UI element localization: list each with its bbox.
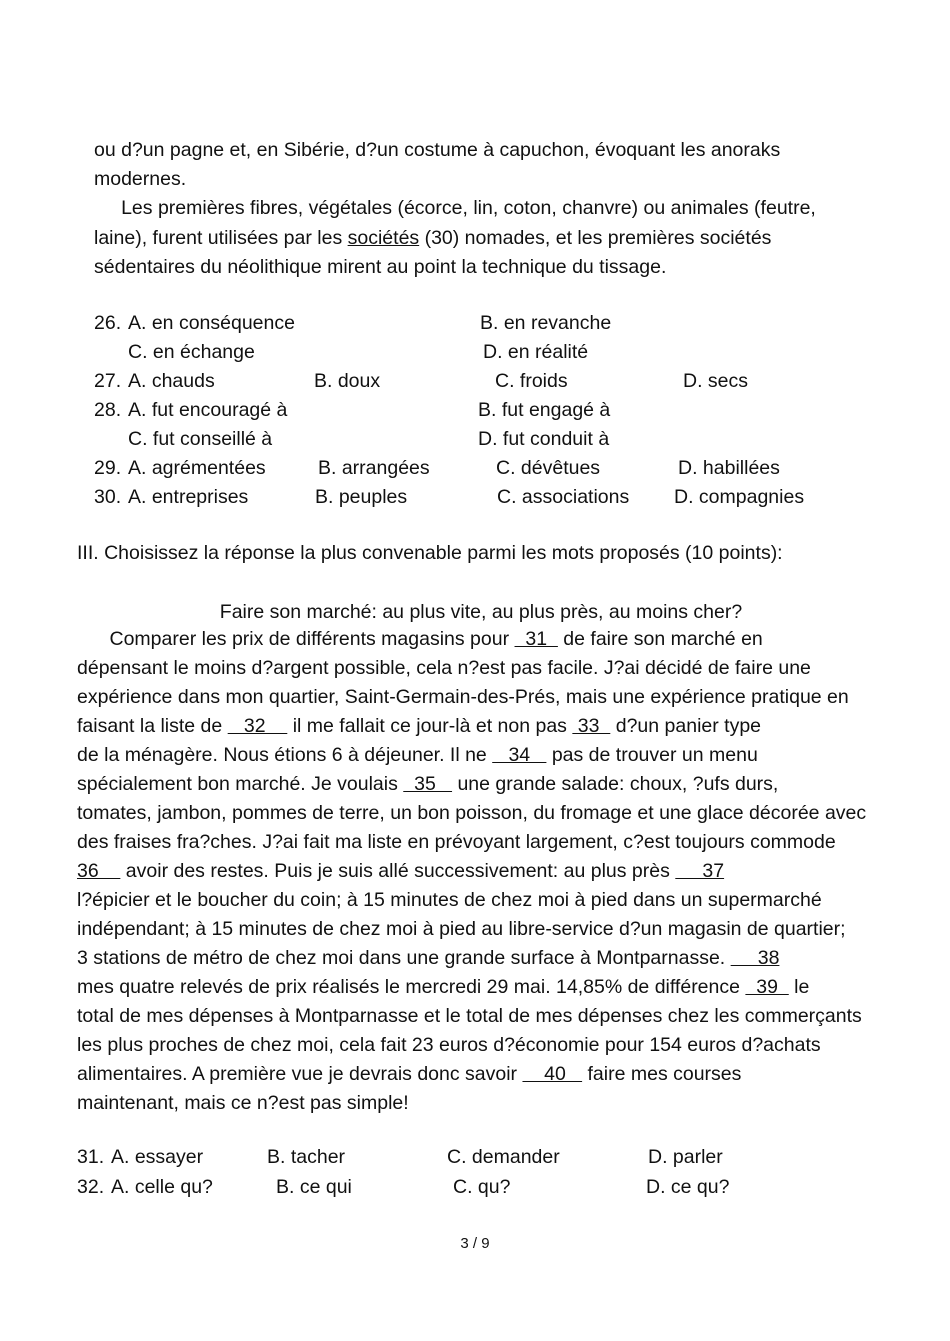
- blank-number: 33: [572, 715, 611, 737]
- blank-number: 31: [514, 628, 558, 650]
- blank-number: 34: [492, 744, 547, 766]
- option-a: A. essayer: [111, 1146, 204, 1168]
- option-d: D. secs: [683, 370, 749, 392]
- passage-line: [77, 772, 778, 796]
- text-segment: spécialement bon marché. Je voulais: [77, 773, 404, 795]
- option-d: D. fut conduit à: [478, 428, 610, 450]
- passage-line: [77, 888, 822, 912]
- passage-line: [77, 917, 846, 941]
- underlined-word: sociétés: [347, 227, 420, 249]
- passage-title: Faire son marché: au plus vite, au plus près, au moins cher?: [219, 601, 743, 623]
- text-segment: faisant la liste de: [77, 715, 228, 737]
- passage-line: [77, 743, 758, 767]
- text-segment: les plus proches de chez moi, cela fait 23 euros d?économie pour 154 euros d?achats: [77, 1034, 821, 1056]
- passage-line: laine), furent utilisées par les sociétés (30) nomades, et les premières sociétés: [94, 227, 772, 249]
- text-segment: le: [788, 976, 810, 998]
- blank-number: 36: [77, 860, 121, 882]
- text-segment: tomates, jambon, pommes de terre, un bon poisson, du fromage et une glace décorée avec: [77, 802, 867, 824]
- question-number: 30.: [94, 486, 122, 508]
- passage-line: [77, 1004, 862, 1028]
- text-segment: d?un panier type: [610, 715, 762, 737]
- text-segment: il me fallait ce jour-là et non pas: [287, 715, 573, 737]
- text-segment: avoir des restes. Puis je suis allé successivement: au plus près: [120, 860, 676, 882]
- passage-line: [77, 627, 763, 651]
- option-d: D. ce qu?: [646, 1176, 730, 1198]
- passage-line: [77, 1062, 741, 1086]
- option-c: C. fut conseillé à: [128, 428, 273, 450]
- text-segment: indépendant; à 15 minutes de chez moi à pied au libre-service d?un magasin de quartier;: [77, 918, 846, 940]
- text-segment: de la ménagère. Nous étions 6 à déjeuner. Il ne: [77, 744, 493, 766]
- page-number: 3 / 9: [460, 1235, 490, 1252]
- option-c: C. qu?: [453, 1176, 511, 1198]
- blank-number: 39: [745, 976, 789, 998]
- text-segment: des fraises fra?ches. J?ai fait ma liste en prévoyant largement, c?est toujours commode: [77, 831, 836, 853]
- passage-line: [77, 830, 836, 854]
- text-segment: mes quatre relevés de prix réalisés le mercredi 29 mai. 14,85% de différence: [77, 976, 746, 998]
- option-b: B. arrangées: [318, 457, 430, 479]
- option-b: B. peuples: [315, 486, 408, 508]
- passage-line: [77, 946, 779, 970]
- blank-number: 35: [403, 773, 453, 795]
- option-c: C. en échange: [128, 341, 255, 363]
- option-a: A. chauds: [128, 370, 215, 392]
- option-d: D. habillées: [678, 457, 780, 479]
- passage-line: [77, 975, 809, 999]
- question-number: 28.: [94, 399, 122, 421]
- question-number: 31.: [77, 1146, 105, 1168]
- passage-line: [77, 685, 849, 709]
- text-segment: expérience dans mon quartier, Saint-Germain-des-Prés, mais une expérience pratique en: [77, 686, 849, 708]
- option-d: D. en réalité: [483, 341, 589, 363]
- blank-number: 32: [227, 715, 288, 737]
- passage-line: [77, 656, 811, 680]
- section-instruction: III. Choisissez la réponse la plus convenable parmi les mots proposés (10 points):: [77, 542, 783, 564]
- passage-line: [77, 859, 724, 883]
- passage-line: ou d?un pagne et, en Sibérie, d?un costume à capuchon, évoquant les anoraks: [94, 139, 781, 161]
- option-b: B. ce qui: [276, 1176, 352, 1198]
- text-segment: faire mes courses: [582, 1063, 742, 1085]
- passage-line: [77, 801, 866, 825]
- option-a: A. fut encouragé à: [128, 399, 288, 421]
- text-segment: de faire son marché en: [557, 628, 763, 650]
- option-c: C. associations: [497, 486, 630, 508]
- text-segment: l?épicier et le boucher du coin; à 15 minutes de chez moi à pied dans un supermarché: [77, 889, 822, 911]
- option-b: B. tacher: [267, 1146, 346, 1168]
- option-a: A. agrémentées: [128, 457, 266, 479]
- passage-line: Les premières fibres, végétales (écorce, lin, coton, chanvre) ou animales (feutre,: [94, 197, 816, 219]
- option-c: C. demander: [447, 1146, 560, 1168]
- option-d: D. parler: [648, 1146, 723, 1168]
- text-segment: maintenant, mais ce n?est pas simple!: [77, 1092, 409, 1114]
- blank-number: 37: [675, 860, 725, 882]
- passage-line: [77, 1091, 409, 1115]
- option-a: A. celle qu?: [111, 1176, 213, 1198]
- passage-line: [77, 714, 761, 738]
- question-number: 27.: [94, 370, 122, 392]
- text-segment: Comparer les prix de différents magasins pour: [77, 628, 515, 650]
- passage-line: modernes.: [94, 168, 187, 190]
- blank-number: 38: [730, 947, 780, 969]
- question-number: 32.: [77, 1176, 105, 1198]
- text-segment: une grande salade: choux, ?ufs durs,: [452, 773, 779, 795]
- passage-line: [77, 1033, 821, 1057]
- text-segment: pas de trouver un menu: [546, 744, 758, 766]
- text-segment: dépensant le moins d?argent possible, cela n?est pas facile. J?ai décidé de faire une: [77, 657, 811, 679]
- text-segment: alimentaires. A première vue je devrais donc savoir: [77, 1063, 523, 1085]
- option-b: B. doux: [314, 370, 381, 392]
- question-number: 26.: [94, 312, 122, 334]
- passage-line: sédentaires du néolithique mirent au point la technique du tissage.: [94, 256, 667, 278]
- text-segment: total de mes dépenses à Montparnasse et le total de mes dépenses chez les commerçants: [77, 1005, 862, 1027]
- option-c: C. froids: [495, 370, 568, 392]
- option-b: B. en revanche: [480, 312, 612, 334]
- option-c: C. dévêtues: [496, 457, 601, 479]
- option-a: A. en conséquence: [128, 312, 295, 334]
- question-number: 29.: [94, 457, 122, 479]
- option-a: A. entreprises: [128, 486, 249, 508]
- option-b: B. fut engagé à: [478, 399, 611, 421]
- blank-number: 40: [522, 1063, 583, 1085]
- option-d: D. compagnies: [674, 486, 805, 508]
- text-segment: 3 stations de métro de chez moi dans une grande surface à Montparnasse.: [77, 947, 731, 969]
